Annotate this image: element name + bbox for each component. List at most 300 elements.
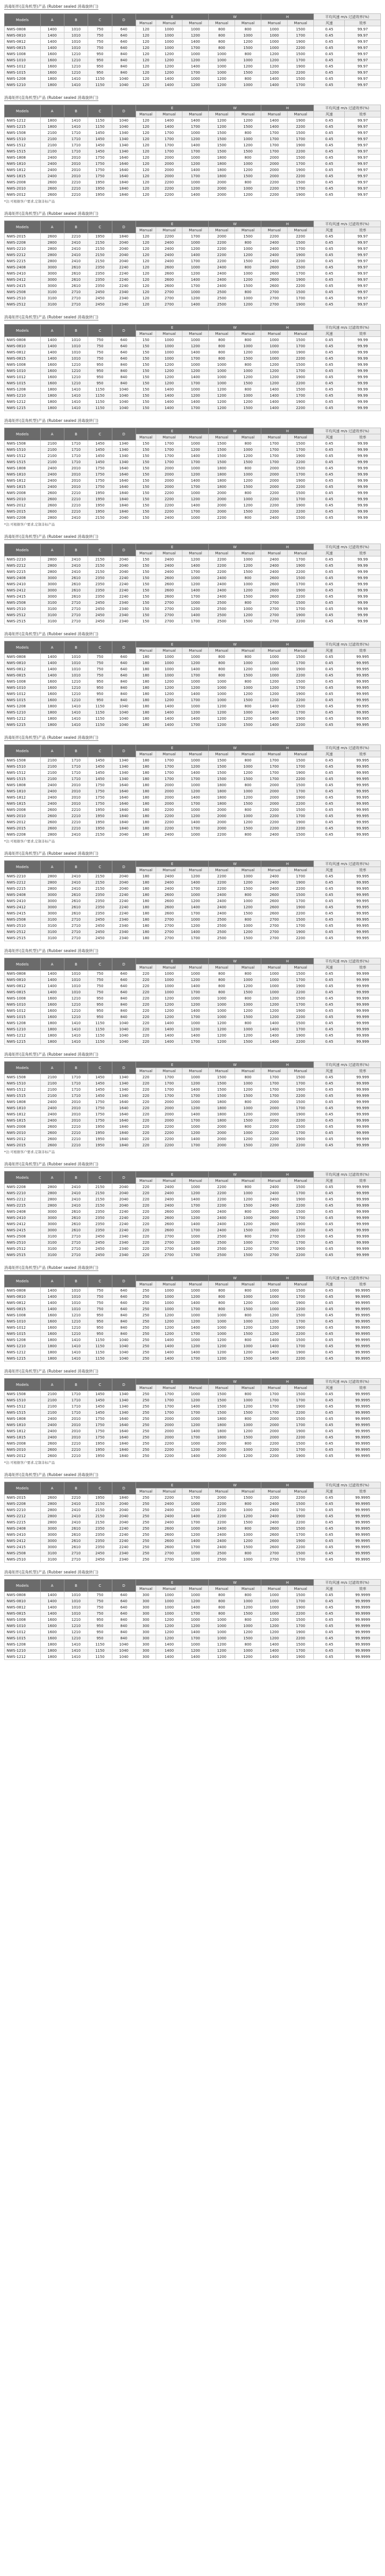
cell-value: 2700 (261, 917, 288, 923)
cell-value: 1500 (209, 776, 235, 782)
cell-value: 1200 (261, 1331, 288, 1337)
col-header-models: Models (5, 1482, 41, 1495)
cell-value: 800 (209, 989, 235, 995)
cell-value: 300 (136, 1604, 156, 1611)
cell-value: 2210 (64, 509, 88, 515)
cell-value: 640 (112, 45, 136, 51)
cell-value: 2600 (261, 1221, 288, 1227)
cell-value: 99.995 (345, 654, 381, 660)
cell-value: 1210 (64, 995, 88, 1002)
col-subheader: Manual (156, 867, 182, 873)
cell-value: 0.45 (314, 1087, 345, 1093)
cell-value: 2240 (112, 270, 136, 277)
cell-value: 2000 (156, 1422, 182, 1428)
cell-value: 99.97 (345, 124, 381, 130)
cell-value: 2200 (261, 192, 288, 198)
cell-value: 840 (112, 374, 136, 380)
table-row (5, 1416, 381, 1422)
cell-value: 2200 (209, 886, 235, 892)
cell-value: 2800 (40, 832, 64, 838)
cell-value: 1700 (288, 606, 314, 612)
cell-value: 0.45 (314, 971, 345, 977)
cell-value: 1500 (235, 1142, 261, 1148)
cell-value: 1710 (64, 447, 88, 453)
cell-value: 950 (88, 691, 112, 697)
cell-value: 1800 (209, 478, 235, 484)
cell-value: 640 (112, 1592, 136, 1598)
cell-value: 99.9995 (345, 1355, 381, 1362)
cell-value: 2200 (288, 1142, 314, 1148)
table-row (5, 399, 381, 405)
table-row (5, 556, 381, 563)
cell-value: 1200 (261, 1635, 288, 1641)
cell-value: 750 (88, 977, 112, 983)
cell-value: 1200 (182, 343, 209, 349)
cell-value: 2200 (261, 807, 288, 813)
cell-value: 220 (136, 1099, 156, 1105)
cell-value: 1400 (182, 1654, 209, 1660)
cell-value: 2010 (64, 788, 88, 794)
cell-value: 99.999 (345, 1142, 381, 1148)
cell-value: 1000 (235, 496, 261, 502)
cell-value: 2410 (64, 1196, 88, 1202)
cell-value: 1010 (64, 977, 88, 983)
cell-value: 1900 (288, 1349, 314, 1355)
cell-value: 2700 (261, 923, 288, 929)
cell-value: 1700 (182, 618, 209, 624)
cell-value: 1800 (209, 1434, 235, 1440)
cell-value: 150 (136, 618, 156, 624)
cell-value: 150 (136, 337, 156, 343)
cell-value: 99.97 (345, 185, 381, 192)
cell-value: 1000 (182, 289, 209, 295)
table-row (5, 1227, 381, 1233)
section-title (4, 631, 381, 638)
table-row (5, 679, 381, 685)
cell-value: 800 (235, 1337, 261, 1343)
cell-value: 1600 (40, 691, 64, 697)
cell-value: 800 (209, 983, 235, 989)
cell-value: 1000 (209, 1014, 235, 1020)
cell-value: 800 (209, 26, 235, 32)
cell-model: NWS-1810 (5, 1105, 41, 1111)
cell-value: 0.45 (314, 1550, 345, 1556)
cell-value: 2340 (112, 1240, 136, 1246)
cell-value: 2800 (40, 1519, 64, 1526)
cell-value: 1000 (235, 1026, 261, 1032)
col-header-a: A (40, 958, 64, 971)
cell-value: 0.45 (314, 587, 345, 594)
cell-value: 2200 (288, 380, 314, 386)
cell-value: 220 (136, 1080, 156, 1087)
cell-value: 1500 (288, 264, 314, 270)
cell-value: 2450 (88, 600, 112, 606)
cell-value: 1000 (156, 26, 182, 32)
cell-value: 1000 (235, 1343, 261, 1349)
cell-value: 220 (136, 1136, 156, 1142)
cell-value: 1710 (64, 770, 88, 776)
col-header-w: W (209, 544, 261, 550)
cell-value: 750 (88, 1306, 112, 1312)
cell-model: NWS-2508 (5, 917, 41, 923)
cell-value: 2000 (209, 1136, 235, 1142)
cell-value: 250 (136, 1526, 156, 1532)
cell-value: 99.9999 (345, 1635, 381, 1641)
cell-value: 1600 (40, 57, 64, 63)
cell-value: 2200 (288, 258, 314, 264)
cell-value: 2500 (209, 1252, 235, 1258)
cell-value: 1700 (288, 1623, 314, 1629)
cell-value: 1410 (64, 1641, 88, 1648)
cell-value: 2400 (209, 283, 235, 289)
col-subheader: Manual (182, 964, 209, 971)
cell-value: 750 (88, 1592, 112, 1598)
cell-value: 1000 (209, 1008, 235, 1014)
cell-value: 750 (88, 1598, 112, 1604)
spec-section (4, 1569, 381, 1660)
cell-value: 0.45 (314, 904, 345, 910)
cell-value: 1000 (182, 490, 209, 496)
col-header-c: C (88, 861, 112, 873)
cell-value: 0.45 (314, 70, 345, 76)
col-header-c: C (88, 745, 112, 757)
cell-value: 2340 (112, 606, 136, 612)
cell-value: 2350 (88, 1544, 112, 1550)
cell-value: 0.45 (314, 270, 345, 277)
table-row (5, 1039, 381, 1045)
cell-value: 99.9995 (345, 1495, 381, 1501)
cell-value: 800 (235, 362, 261, 368)
cell-value: 840 (112, 380, 136, 386)
cell-value: 1000 (261, 1287, 288, 1294)
cell-value: 800 (235, 654, 261, 660)
cell-value: 99.995 (345, 764, 381, 770)
cell-value: 1000 (209, 51, 235, 57)
cell-value: 750 (88, 1300, 112, 1306)
cell-value: 120 (136, 283, 156, 289)
col-subheader-velocity: 风速 (314, 964, 345, 971)
cell-value: 250 (136, 1391, 156, 1397)
cell-value: 1200 (261, 1617, 288, 1623)
cell-model: NWS-0808 (5, 971, 41, 977)
col-subheader: Manual (235, 1068, 261, 1074)
cell-value: 99.97 (345, 32, 381, 39)
table-row (5, 264, 381, 270)
cell-value: 120 (136, 136, 156, 142)
table-row (5, 563, 381, 569)
cell-value: 1700 (182, 1039, 209, 1045)
cell-value: 0.45 (314, 1428, 345, 1434)
cell-model: NWS-2210 (5, 1190, 41, 1196)
spec-table (4, 324, 381, 411)
cell-value: 99.97 (345, 82, 381, 88)
cell-model: NWS-1215 (5, 722, 41, 728)
table-row (5, 1629, 381, 1635)
cell-value: 2600 (261, 1227, 288, 1233)
cell-value: 150 (136, 587, 156, 594)
cell-value: 800 (235, 1287, 261, 1294)
cell-value: 1500 (288, 386, 314, 393)
cell-value: 1950 (88, 1495, 112, 1501)
cell-value: 1410 (64, 1355, 88, 1362)
col-subheader: Manual (288, 227, 314, 233)
cell-value: 99.97 (345, 233, 381, 240)
col-subheader-velocity: 风速 (314, 1586, 345, 1592)
cell-value: 2400 (40, 1105, 64, 1111)
cell-value: 1700 (261, 1397, 288, 1403)
cell-value: 0.45 (314, 1300, 345, 1306)
cell-value: 1200 (209, 1641, 235, 1648)
cell-model: NWS-1208 (5, 1020, 41, 1026)
cell-value: 1600 (40, 374, 64, 380)
cell-value: 1900 (288, 1196, 314, 1202)
cell-value: 1200 (209, 1648, 235, 1654)
cell-value: 1000 (182, 1312, 209, 1318)
cell-value: 1200 (182, 660, 209, 666)
cell-value: 150 (136, 343, 156, 349)
cell-value: 640 (112, 343, 136, 349)
cell-value: 1400 (40, 672, 64, 679)
cell-value: 2400 (261, 563, 288, 569)
header-row-top (5, 105, 381, 111)
cell-value: 1040 (112, 709, 136, 716)
spec-table (4, 744, 381, 838)
table-row (5, 757, 381, 764)
cell-value: 1150 (88, 1026, 112, 1032)
cell-value: 1500 (235, 1093, 261, 1099)
col-header-c: C (88, 105, 112, 117)
cell-value: 1600 (40, 685, 64, 691)
cell-value: 1200 (182, 1422, 209, 1428)
cell-value: 2150 (88, 246, 112, 252)
cell-value: 2200 (288, 1410, 314, 1416)
cell-value: 120 (136, 26, 156, 32)
cell-value: 1500 (235, 509, 261, 515)
cell-value: 1700 (156, 459, 182, 465)
cell-value: 2700 (261, 935, 288, 941)
cell-value: 800 (235, 289, 261, 295)
cell-value: 1000 (235, 1080, 261, 1087)
cell-value: 2200 (261, 1136, 288, 1142)
section-title-text: 消毒矩形(直角机型)产品 (Rubber sealed 消毒旋转门) (4, 948, 98, 953)
cell-value: 1400 (182, 1032, 209, 1039)
cell-value: 1950 (88, 192, 112, 198)
cell-model: NWS-1012 (5, 63, 41, 70)
cell-value: 2040 (112, 515, 136, 521)
cell-value: 950 (88, 70, 112, 76)
cell-value: 2000 (261, 1434, 288, 1440)
cell-value: 1200 (235, 277, 261, 283)
cell-value: 1700 (261, 1410, 288, 1416)
cell-value: 1340 (112, 1074, 136, 1080)
cell-value: 1200 (209, 124, 235, 130)
col-header-models: Models (5, 1062, 41, 1074)
cell-value: 2000 (156, 465, 182, 471)
cell-value: 1710 (64, 776, 88, 782)
cell-value: 2010 (64, 801, 88, 807)
cell-value: 1400 (182, 770, 209, 776)
cell-value: 2450 (88, 923, 112, 929)
cell-value: 2200 (288, 1434, 314, 1440)
cell-value: 99.97 (345, 117, 381, 124)
cell-value: 2040 (112, 252, 136, 258)
cell-value: 0.45 (314, 1287, 345, 1294)
cell-value: 2600 (261, 1526, 288, 1532)
cell-value: 2240 (112, 910, 136, 917)
cell-value: 1000 (156, 983, 182, 989)
cell-value: 2240 (112, 1209, 136, 1215)
cell-value: 0.45 (314, 923, 345, 929)
cell-value: 1750 (88, 484, 112, 490)
cell-value: 1800 (40, 1337, 64, 1343)
cell-value: 1700 (182, 776, 209, 782)
table-row (5, 703, 381, 709)
cell-value: 1000 (182, 515, 209, 521)
cell-value: 2340 (112, 1556, 136, 1563)
cell-value: 2400 (156, 1513, 182, 1519)
cell-value: 1900 (288, 142, 314, 148)
cell-value: 1400 (182, 1196, 209, 1202)
cell-value: 2400 (261, 240, 288, 246)
cell-value: 0.45 (314, 161, 345, 167)
cell-value: 1000 (261, 977, 288, 983)
col-header-w: W (209, 325, 261, 331)
cell-value: 2600 (261, 270, 288, 277)
cell-model: NWS-1215 (5, 1355, 41, 1362)
cell-value: 1200 (235, 502, 261, 509)
cell-value: 2700 (156, 295, 182, 301)
col-header-performance: 平均风速 m/s 过滤效率(%) (314, 1379, 381, 1385)
cell-value: 840 (112, 362, 136, 368)
cell-value: 2400 (156, 1196, 182, 1202)
cell-value: 1750 (88, 1111, 112, 1117)
cell-value: 2400 (261, 1196, 288, 1202)
cell-value: 2450 (88, 1556, 112, 1563)
cell-value: 1500 (235, 1495, 261, 1501)
cell-value: 220 (136, 1221, 156, 1227)
cell-value: 2350 (88, 581, 112, 587)
cell-value: 840 (112, 1623, 136, 1629)
cell-value: 1010 (64, 1300, 88, 1306)
cell-value: 1000 (156, 45, 182, 51)
cell-value: 2010 (64, 1416, 88, 1422)
col-header-performance: 平均风速 m/s 过滤效率(%) (314, 1482, 381, 1488)
cell-value: 120 (136, 240, 156, 246)
cell-value: 1200 (156, 1635, 182, 1641)
cell-model: NWS-0808 (5, 1592, 41, 1598)
cell-value: 2200 (209, 563, 235, 569)
cell-value: 120 (136, 233, 156, 240)
cell-value: 0.45 (314, 362, 345, 368)
cell-value: 640 (112, 349, 136, 355)
table-row (5, 405, 381, 411)
col-header-h: H (261, 1062, 314, 1068)
cell-value: 2700 (261, 1233, 288, 1240)
cell-value: 1400 (40, 1294, 64, 1300)
cell-value: 99.9995 (345, 1556, 381, 1563)
spec-table (4, 1171, 381, 1258)
cell-value: 0.45 (314, 117, 345, 124)
cell-value: 1400 (182, 1513, 209, 1519)
table-row (5, 1080, 381, 1087)
cell-value: 99.97 (345, 173, 381, 179)
cell-value: 0.45 (314, 301, 345, 308)
cell-value: 0.45 (314, 606, 345, 612)
col-header-d: D (112, 105, 136, 117)
cell-value: 99.9999 (345, 1629, 381, 1635)
cell-value: 2600 (156, 283, 182, 289)
col-header-performance: 平均风速 m/s 过滤效率(%) (314, 1580, 381, 1586)
table-row (5, 1331, 381, 1337)
cell-value: 2000 (156, 1416, 182, 1422)
table-row (5, 825, 381, 832)
cell-value: 2500 (209, 1240, 235, 1246)
cell-model: NWS-1815 (5, 1117, 41, 1124)
cell-value: 120 (136, 161, 156, 167)
cell-value: 640 (112, 1294, 136, 1300)
cell-value: 2710 (64, 1233, 88, 1240)
cell-value: 99.9995 (345, 1318, 381, 1325)
cell-value: 1000 (209, 362, 235, 368)
cell-value: 2340 (112, 917, 136, 923)
cell-value: 1600 (40, 995, 64, 1002)
cell-value: 99.995 (345, 819, 381, 825)
cell-value: 1400 (182, 192, 209, 198)
cell-value: 1900 (288, 1246, 314, 1252)
cell-value: 99.97 (345, 155, 381, 161)
cell-value: 1710 (64, 1093, 88, 1099)
cell-value: 1500 (288, 654, 314, 660)
cell-value: 1400 (156, 82, 182, 88)
col-subheader: Manual (288, 1068, 314, 1074)
cell-value: 2240 (112, 1538, 136, 1544)
cell-value: 1200 (182, 788, 209, 794)
cell-value: 1000 (261, 983, 288, 989)
cell-value: 2040 (112, 563, 136, 569)
cell-value: 1500 (288, 917, 314, 923)
cell-value: 1400 (156, 716, 182, 722)
table-row (5, 722, 381, 728)
section-title (4, 1569, 381, 1576)
cell-value: 1400 (182, 374, 209, 380)
cell-value: 99.995 (345, 788, 381, 794)
cell-value: 1200 (182, 813, 209, 819)
cell-value: 2010 (64, 1111, 88, 1117)
cell-value: 1640 (112, 167, 136, 173)
cell-value: 1200 (156, 685, 182, 691)
cell-value: 3000 (40, 575, 64, 581)
cell-value: 0.45 (314, 1331, 345, 1337)
col-header-a: A (40, 1275, 64, 1287)
cell-value: 2400 (209, 1221, 235, 1227)
cell-value: 1700 (261, 764, 288, 770)
cell-value: 1210 (64, 1002, 88, 1008)
col-header-a: A (40, 1172, 64, 1184)
cell-value: 0.45 (314, 465, 345, 471)
cell-value: 99.99 (345, 459, 381, 465)
cell-value: 2200 (156, 496, 182, 502)
cell-value: 1700 (288, 709, 314, 716)
header-row-top (5, 745, 381, 751)
cell-value: 1200 (235, 1111, 261, 1117)
cell-value: 99.995 (345, 794, 381, 801)
cell-value: 1840 (112, 179, 136, 185)
cell-value: 1900 (288, 666, 314, 672)
cell-value: 950 (88, 63, 112, 70)
table-row (5, 490, 381, 496)
cell-value: 99.999 (345, 1246, 381, 1252)
cell-value: 640 (112, 1300, 136, 1306)
